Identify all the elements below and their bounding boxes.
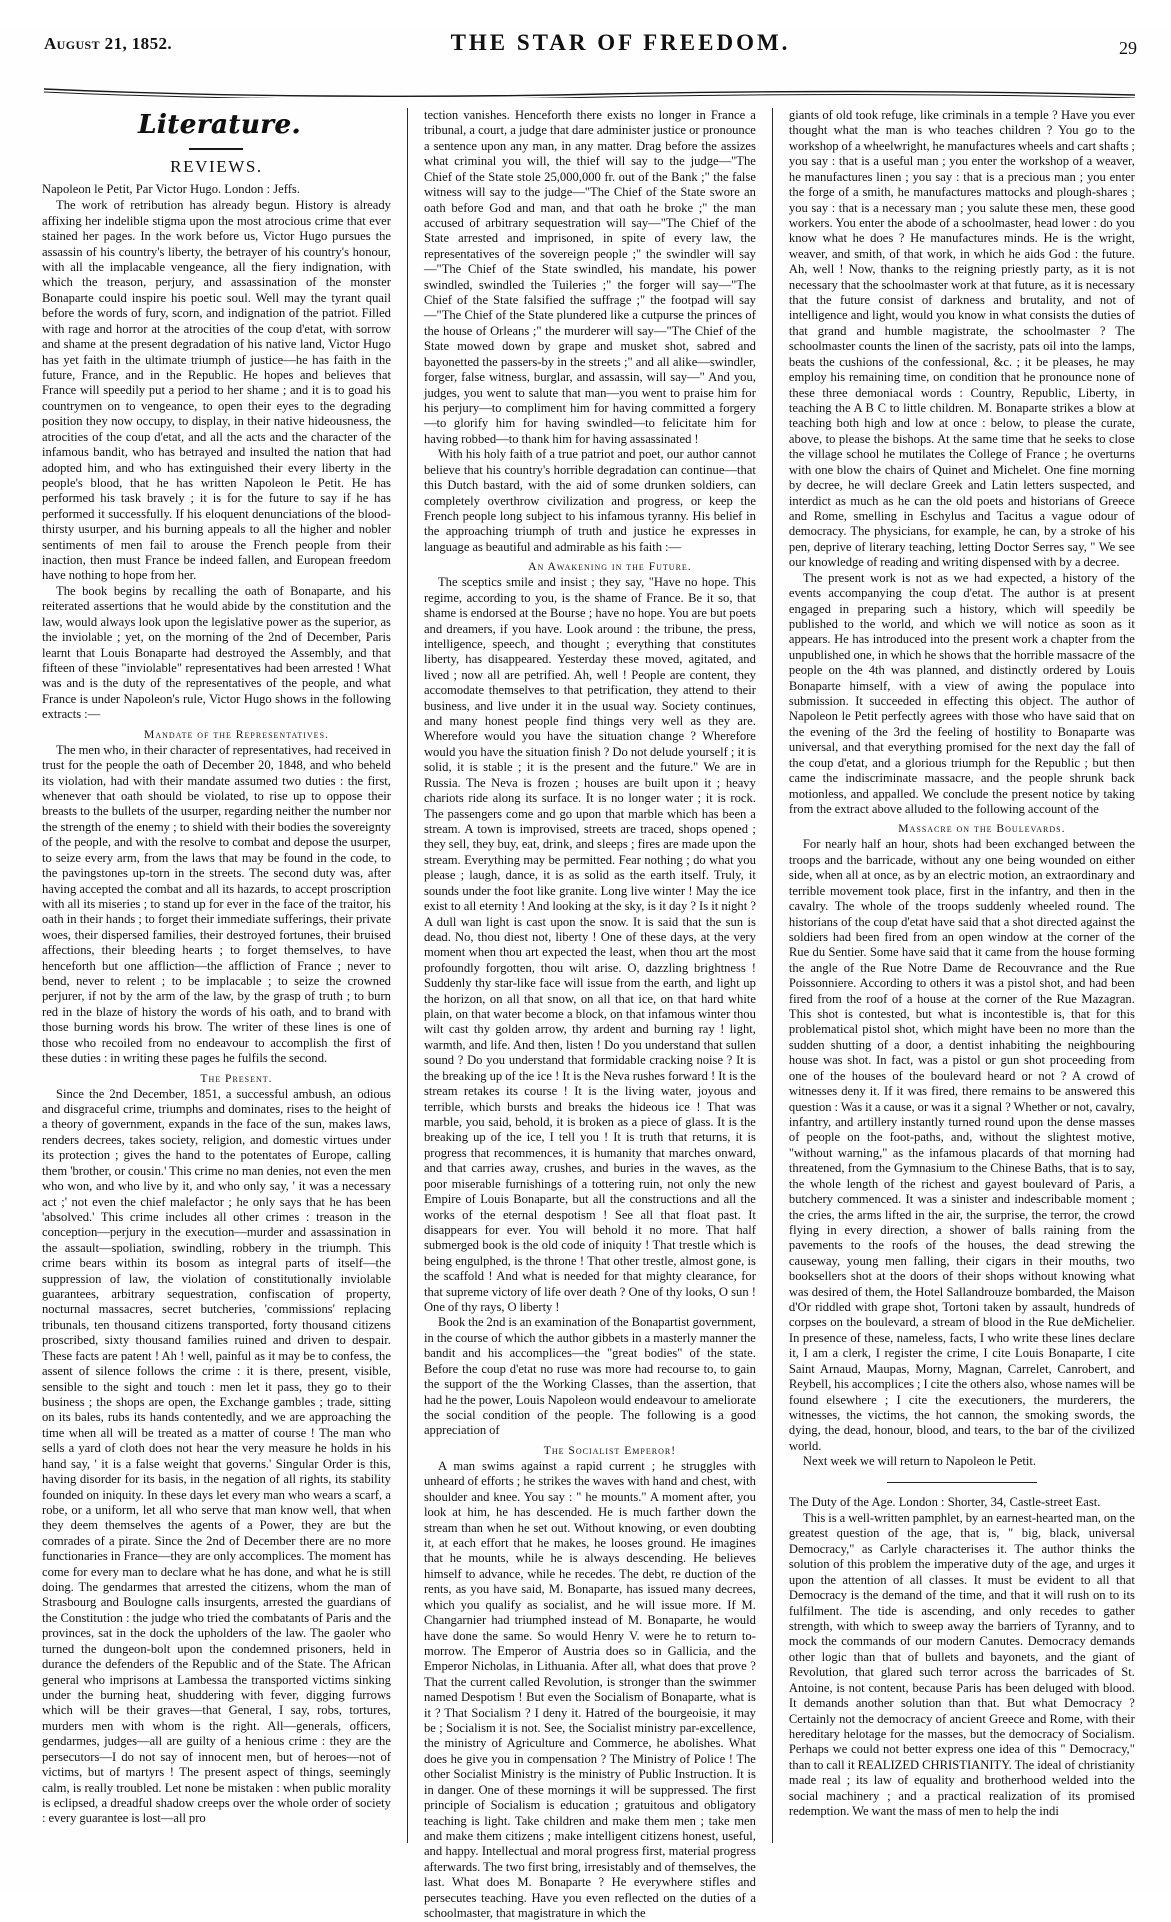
- reviews-heading: REVIEWS.: [170, 157, 263, 176]
- masthead-rule: [189, 148, 243, 150]
- column-3: [772, 108, 1137, 1843]
- paragraph: The book begins by recalling the oath of Bonaparte, and his reiterated assertions that he would abide by the constitution and the law, would always look upon the legislative power as the superior, as the inviolable ; yet, on the morning of the 2nd of December, Paris learnt that Louis Bonaparte had destroyed the Assembly, and that fifteen of these "inviolable" representatives had been arrested ! What was and is the duty of the representatives of the people, and what France is under Napoleon's rule, Victor Hugo shows in the following extracts :—: [42, 583, 391, 722]
- column-layout: [42, 108, 1137, 1921]
- paragraph: With his holy faith of a true patriot and poet, our author cannot believe that his country's horrible degradation can continue—that this Dutch bastard, with the aid of some drunken soldiers, can completely overthrow civilization and progress, or keep the French people long subject to his infamous tyranny. His belief in the approaching triumph of truth and justice he expresses in language as beautiful and admirable as his faith :—: [423, 447, 756, 554]
- running-head: [44, 26, 1137, 84]
- paragraph: This is a well-written pamphlet, by an earnest-hearted man, on the greatest question of the age, that is, " big, black, universal Democracy," as Carlyle characterises it. The author thinks the solution of this problem the imperative duty of the age, and urges it upon the attention of all classes. It must be evident to all that Democracy is the demand of the time, and that it will rush on to its fulfilment. The tide is ascending, and only recedes to gather strength, with which to sweep away the barriers of Tyranny, and to mock the commands of our modern Canutes. Democracy demands other logic than that of bullets and bayonets, and the giant of Revolution, that glared such terror across the barricades of St. Antoine, is not content, because Paris has been deluged with blood. It demands another solution than that. But what Democracy ? Certainly not the democracy of ancient Greece and Rome, with their hereditary helotage for the masses, but the democracy of Socialism. Perhaps we could not better express one idea of this " Democracy," than to call it REALIZED CHRISTIANITY. The ideal of christianity made real ; its law of equality and brotherhood welded into the social machinery ; and a practical realization of its promised redemption. We want the mass of men to help the indi: [788, 1511, 1135, 1819]
- paragraph: The present work is not as we had expected, a history of the events accompanying the coup d'etat. The author is at present engaged in preparing such a history, which will speedily be published to the world, and which we will notice as soon as it appears. He has introduced into the present work a chapter from the unpublished one, in which he shows that the horrible massacre of the people on the 4th was planned, and distinctly ordered by Louis Bonaparte himself, with a view of awing the populace into submission. It succeeded in effecting this object. The author of Napoleon le Petit perfectly agrees with those who have said that on the evening of the 3rd the feeling of hostility to Bonaparte was universal, and that everything promised for the next day the fall of the coup d'etat, and a glorious triumph for the Republic ; but then came the indiscriminate massacre, and the people shrunk back motionless, and appalled. We conclude the present notice by taking from the extract above alluded to the following account of the: [788, 570, 1135, 816]
- subheading-socialist-emperor: The Socialist Emperor!: [543, 1443, 677, 1457]
- literature-masthead: Literature.: [137, 110, 301, 140]
- subheading-mandate: Mandate of the Representatives.: [144, 727, 329, 741]
- paragraph: tection vanishes. Henceforth there exists no longer in France a tribunal, a court, a judge that dare administer justice or pronounce a sentence upon any man, in any matter. Drag before the assizes what criminal you will, the thief will say to the judge—"The Chief of the State stole 25,000,000 fr. out of the Bank ;" the false witness will say to the judge—"The Chief of the State swore an oath before God and man, and that oath he broke ;" the man accused of arbitrary sequestration will say—"The Chief of the State arrested and imprisoned, in spite of every law, the representatives of the sovereign people ;" the swindler will say—"The Chief of the State swindled, his mandate, his power swindled, swindled the Tuileries ;" the forger will say—"The Chief of the State falsified the suffrage ;" the footpad will say—"The Chief of the State plundered like a cutpurse the princes of the house of Orleans ;" the murderer will say—"The Chief of the State mowed down by grape and musket shot, sabred and bayonetted the passers-by in the streets ;" and all alike—swindler, forger, false witness, burglar, and assassin, will say—" And you, judges, you went to salute that man—you went to praise him for his perjury—to compliment him for having committed a forgery—to glorify him for having swindled—to felicitate him for having robbed—to thank him for having assassinated !: [423, 108, 756, 446]
- decorative-wave-rule: [44, 86, 1135, 98]
- paragraph: Book the 2nd is an examination of the Bonapartist government, in the course of which the author gibbets in a masterly manner the bandit and his accomplices—the "great bodies" of the state. Before the coup d'etat no ruse was more had recourse to, to gain the support of the the Working Classes, than the assertion, that had he the power, Louis Napoleon would endeavour to ameliorate the social condition of the people. The following is a good appreciation of: [423, 1315, 756, 1438]
- book-citation: Napoleon le Petit, Par Victor Hugo. London : Jeffs.: [42, 182, 300, 196]
- book-citation-2: The Duty of the Age. London : Shorter, 34, Castle-street East.: [788, 1494, 1101, 1509]
- paragraph: A man swims against a rapid current ; he struggles with unheard of efforts ; he strikes the waves with hand and chest, with shoulder and knee. You say : " he mounts." A moment after, you look at him, he has descended. He is much farther down the stream than when he set out. Without knowing, or even doubting it, at each effort that he makes, he looses ground. He imagines that he mounts, while he is always descending. He believes himself to advance, while he recedes. The debt, re duction of the rents, as you have said, M. Bonaparte, has issued many decrees, which you qualify as socialist, and he will issue more. If M. Changarnier had triumphed instead of M. Bonaparte, he would have done the same. So would Henry V. were he to return to-morrow. The Emperor of Austria does so in Gallicia, and the Emperor Nicholas, in Lithuania. After all, what does that prove ? That the current called Revolution, is stronger than the swimmer named Despotism ! But even the Socialism of Bonaparte, what is it ? That Socialism ? I deny it. Hatred of the bourgeoisie, it may be ; Socialism it is not. See, the Socialist ministry par-excellence, the ministry of Agriculture and Commerce, he abolishes. What does he give you in compensation ? The Ministry of Police ! The other Socialist Ministry is the ministry of Public Instruction. It is in danger. One of these mornings it will be suppressed. The first principle of Socialism is education ; gratuitous and obligatory teaching is light. Take children and make them men ; take men and make them citizens ; make intelligent citizens honest, useful, and happy. Intellectual and moral progress first, material progress afterwards. The two first bring, irresistably and of themselves, the last. What does M. Bonaparte ? He everywhere stifles and persecutes teaching. Have you even reflected on the duties of a schoolmaster, that magistrature in which the: [423, 1458, 756, 1921]
- paragraph-next-week: Next week we will return to Napoleon le Petit.: [802, 1454, 1036, 1469]
- section-divider-rule: [887, 1482, 1037, 1483]
- paragraph: giants of old took refuge, like criminals in a temple ? Have you ever thought what the man is who teaches children ? You go to the workshop of a wheelwright, he manufactures wheels and cart shafts ; you say : that is a useful man ; you enter the workshop of a weaver, he manufactures linen ; you say : that is a precious man ; you enter the forge of a smith, he manufactures mattocks and plough-shares ; you say : that is a necessary man ; you salute these men, these good workers. You enter the abode of a schoolmaster, head lower : do you know what he does ? He manufactures minds. He is the wright, weaver, and smith, of that work, in which he aids God : the future. Ah, well ! Now, thanks to the reigning priestly party, as it is not necessary that the schoolmaster work at that future, as it is necessary that the future consist of darkness and brutality, and not of intelligence and light, would you know in what consists the duties of that grand and humble magistrate, the schoolmaster ? The schoolmaster counts the linen of the sacristy, pats oil into the lamps, beats the cushions of the confessional, &c. ; it be pleases, he may employ his remaining time, on condition that he pronounce none of these three demoniacal words : Country, Republic, Liberty, in teaching the A B C to little children. M. Bonaparte strikes a blow at teaching both high and low at once : below, to please the curate, above, to please the bishops. At the same time that he seeks to close the village school he mutilates the College of France ; he overturns with one blow the chairs of Quinet and Michelet. One fine morning by decree, he will declare Greek and Latin letters suspected, and interdict as much as he can the old poets and historians of Greece and Rome, smelling in Eschylus and Tacitus a vague odour of democracy. The physicians, for example, he can, by a stroke of his pen, deprive of literary teaching, letting Doctor Serres say, " We see our knowledge of reading and writing dispensed with by a decree.: [788, 108, 1135, 570]
- paragraph: The sceptics smile and insist ; they say, "Have no hope. This regime, according to you, is the shame of France. Be it so, that shame is endorsed at the Bourse ; have no hope. You are but poets and dreamers, if you have. Look around : the tribune, the press, intelligence, speech, and thought ; everything that constitutes liberty, has disappeared. Yesterday these moved, agitated, and lived ; now all are petrified. Ah, well ! People are content, they accomodate themselves to that petrification, they attend to their business, and live under it in the usual way. Society continues, and many honest people find things very well as they are. Wherefore would you have the situation change ? Wherefore would you have the situation finish ? Do not delude yourself ; it is solid, it is stable ; it is the present and the future." We are in Russia. The Neva is frozen ; houses are built upon it ; heavy chariots ride along its surface. It is no longer water ; it is rock. The passengers come and go upon that marble which has been a stream. A town is improvised, streets are traced, shops opened ; they sell, they buy, eat, drink, and sleeps ; fires are made upon the stream. Everything may be permitted. Fear nothing ; do what you please ; laugh, dance, it is as solid as the earth itself. Truly, it sounds under the foot like granite. Long live winter ! May the ice exist to all eternity ! And looking at the sky, is it day ? Is it night ? A dull wan light is cast upon the snow. It is said that the sun is dead. No, thou diest not, liberty ! One of these days, at the very moment when thou art expected the least, when thou art the most profoundly forgotten, thou wilt arise. O, dazzling brightness ! Suddenly thy star-like face will issue from the earth, and light up the horizon, on all that snow, on all that ice, on that hard white plain, on that water become a block, on that infamous winter thou wilt cast thy golden arrow, thy ardent and burning ray ! light, warmth, and life. And then, listen ! Do you understand that sullen sound ? Do you understand that formidable cracking noise ? It is the breaking up of the ice ! It is the Neva rushes forward ! It is the stream retakes its course ! It is the living water, joyous and terrible, which bursts and breaks the hideous ice ! That was marble, you said, behold, it is broken as a piece of glass. It is the breaking up of the ice, I tell you ! It is truth that returns, it is progress that recommences, it is humanity that marches onward, and that carries away, crushes, and buries in the waves, as the poor miserable furnishings of a tottering ruin, not only the new Empire of Louis Bonaparte, but all the constructions and all the works of the eternal despotism ! See all that float past. It disappears for ever. You will behold it no more. That half submerged book is the old code of iniquity ! That trestle which is being engulphed, is the throne ! That other trestle, almost gone, is the scaffold ! And what is needed for that mighty clearance, for that supreme victory of life over death ? One of thy looks, O sun ! One of thy rays, O liberty !: [423, 575, 756, 1315]
- column-1: [42, 108, 407, 1843]
- subheading-massacre: Massacre on the Boulevards.: [898, 822, 1066, 836]
- issue-date: August 21, 1852.: [44, 34, 173, 53]
- newspaper-page: [0, 26, 1171, 1921]
- paragraph: For nearly half an hour, shots had been exchanged between the troops and the barricade, without any one being wounded on either side, when all at once, as by an electric motion, an extraordinary and terrible movement took place, first in the infantry, and then in the cavalry. The whole of the troops suddenly wheeled round. The historians of the coup d'etat have said that a shot directed against the soldiers had been fired from an open window at the corner of the Rue du Sentier. Some have said that it came from the house forming the angle of the Rue Notre Dame de Recouvrance and the Rue Poissonniere. According to others it was a pistol shot, and had been fired from the roof of a house at the corner of the Rue Mazagran. This shot is contested, but what is incontestible is, that for this problematical pistol shot, which might have been no more than the sudden shutting of a door, a dentist inhabiting the neighbouring house was shot. In fact, was a pistol or gun shot proceeding from one of the houses of the boulevard heard or not ? A crowd of witnesses deny it. If it was fired, there remains to be answered this question : Was it a cause, or was it a signal ? Whether or not, cavalry, infantry, and artillery instantly turned round upon the dense masses of people on the foot-paths, and, without the slightest motive, "without warning," as the infamous placards of that morning had threatened, from the Gymnasium to the Chinese Baths, that is to say, the whole length of the richest and gayest boulevard of Paris, a butchery commenced. It was a sinister and indescribable moment ; the cries, the arms lifted in the air, the surprise, the terror, the crowd flying in every direction, a shower of balls raining from the pavements to the roofs of the houses, the dead strewing the causeway, young men falling, their cigars in their mouths, two booksellers shot at the doors of their shops without knowing what was desired of them, the Hotel Sallandrouze bombarded, the Maison d'Or riddled with grape shot, Tortoni taken by assault, hundreds of corpses on the boulevard, a stream of blood in the Rue deMichelier. In presence of these, nameless, facts, I who write these lines declare it, I am a clerk, I register the crime, I cite Louis Bonaparte, I cite Saint Arnaud, Maupas, Morny, Magnan, Carrelet, Canrobert, and Reybell, his accomplices ; I cite the others also, whose names will be found elsewhere ; I cite the executioners, the murderers, the witnesses, the victims, the hot cannon, the smoking swords, the dying, the dead, honour, blood, and tears, to the bar of the civilized world.: [788, 837, 1135, 1453]
- subheading-present: The Present.: [200, 1071, 273, 1085]
- publication-title: THE STAR OF FREEDOM.: [450, 30, 791, 55]
- subheading-awakening: An Awakening in the Future.: [528, 560, 692, 574]
- page-number: 29: [1119, 38, 1137, 58]
- paragraph: The work of retribution has already begun. History is already affixing her indelible stigma upon the most atrocious crime that ever stained her pages. In the work before us, Victor Hugo pursues the assassin of his country's liberty, the betrayer of his country's honour, with all the implacable vengeance, all the fiery indignation, with which the treason, perjury, and assassination of the monster Bonaparte could inspire his poetic soul. Well may the tyrant quail before the words of fury, scorn, and indignation of the patriot. Filled with rage and horror at the atrocities of the coup d'etat, with sorrow and shame at the present degradation of his native land, Victor Hugo has yet faith in the ultimate triumph of justice—he has faith in the future, France, and in the Republic. He hopes and believes that France will speedily put a period to her shame ; and it is to goad his countrymen on to vengeance, to open their eyes to the degrading position they now occupy, to display, in their native hideousness, the atrocities of the coup d'etat, and all the acts and the character of the infamous bandit, who has betrayed and insulted the nation that had adopted him, and who has extinguished their every liberty in the people's blood, that he has written Napoleon le Petit. He has performed his task bravely ; it is for the future to say if he has performed it successfully. If his eloquent denunciations of the blood-thirsty usurper, and his burning appeals to all the higher and nobler sentiments of men fail to arouse the French people from their inaction, then must France be indeed fallen, and European freedom have nothing to hope from her.: [42, 198, 391, 583]
- column-2: [407, 108, 772, 1921]
- paragraph: Since the 2nd December, 1851, a successful ambush, an odious and disgraceful crime, triumphs and dominates, rises to the height of a theory of government, expands in the face of the sun, makes laws, renders decrees, takes society, religion, and domestic virtues under its protection ; gives the hand to the potentates of Europe, calling them 'brother, or cousin.' This crime no man denies, not even the men who won, and who live by it, and who only say, ' it was a necessary act ;' not even the chief malefactor ; he only says that he has been 'absolved.' This crime includes all other crimes : treason in the conception—perjury in the execution—murder and assassination in the assault—spoliation, swindling, robbery in the triumph. This crime bears within its bosom as integral parts of itself—the suppression of law, the violation of constitutionally inviolable guarantees, arbitrary sequestration, confiscation of property, nocturnal massacres, secret butcheries, 'commissions' replacing tribunals, ten thousand citizens transported, forty thousand citizens proscribed, sixty thousand families ruined and driven to despair. These facts are patent ! Ah ! well, painful as it may be to confess, the assent of silence follows the crime : it is there, present, visible, sensible to the sight and touch : men let it pass, they go to their business ; the shops are open, the Exchange gambles ; trade, sitting on its bales, rubs its hands contentedly, and we are approaching the time when all will be treated as a matter of course ! The man who sells a yard of cloth does not hear the very measure he holds in his hand say, ' it is a false weight that governs.' Singular Order is this, having disorder for its basis, in the negation of all rights, its stability founded on iniquity. In these days let every man who wears a scarf, a robe, or a uniform, let all who serve that man know well, that when they deem themselves the agents of a Power, they are but the comrades of a pirate. Since the 2nd of December there are no more functionaries in France—they are only accomplices. The moment has come for every man to declare what he has done, and what he is still doing. The gendarmes that arrested the citizens, whom the man of Strasbourg and Boulogne calls insurgents, arrested the guardians of the Constitution : the judge who tried the combatants of Paris and the provinces, sat in the dock the upholders of the law. The gaoler who turned the dungeon-bolt upon the condemned prisoners, held in durance the defenders of the Republic and of the State. The African general who imprisons at Lambessa the transported victims sinking under the burning heat, shuddering with fever, digging furrows which will be their graves—that General, I say, robs, tortures, murders men with whom is the right. All—generals, officers, gendarmes, judges—all are guilty of a henious crime : they are the persecutors—I do not say of innocent men, but of heroes—not of victims, but of martyrs ! The present aspect of things, seemingly calm, is really troubled. Let none be mistaken : when public morality is eclipsed, a dreadful shadow creeps over the whole order of society : every guarantee is lost—all pro: [42, 1086, 391, 1826]
- paragraph: The men who, in their character of representatives, had received in trust for the people the oath of December 20, 1848, and who beheld its violation, had with their mandate assumed two duties : the first, whenever that oath should be violated, to rise up to oppose their breasts to the bullets of the usurper, regarding neither the number nor the strength of the enemy ; to shield with their bodies the sovereignty of the people, and with the resolve to combat and depose the usurper, to seize every arm, from the laws that may be found in the code, to the pavingstones up-torn in the streets. The second duty was, after having accepted the combat and all its hazards, to accept proscription with all its miseries ; to stand up for ever in the face of the traitor, his oath in their hands ; to forget their immediate sufferings, their private woes, their dispersed families, their destroyed fortunes, their bruised affections, their bleeding hearts ; to forget themselves, to have henceforth but one affliction—the affliction of France ; never to bend, never to relent ; to be implacable ; to seize the crowned perjurer, if not by the arm of the law, by the grasp of truth ; to burn red in the blaze of history the words of his oath, and to brand with those burning words his brow. The writer of these lines is one of those who recoiled from no endeavour to accomplish the first of these duties : in writing these pages he fulfils the second.: [42, 742, 391, 1066]
